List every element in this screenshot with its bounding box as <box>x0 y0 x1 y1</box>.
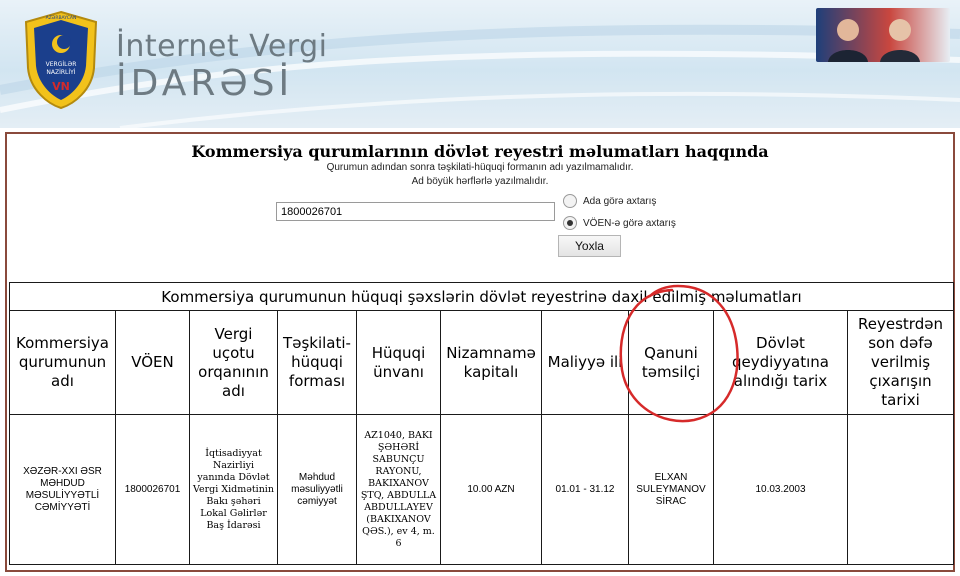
svg-text:VN: VN <box>52 80 70 93</box>
instruction-note-1: Qurumun adından sonra təşkilati-hüquqi formanın adı yazılmamalıdır. <box>326 162 634 173</box>
search-by-voen-option[interactable] <box>563 216 676 230</box>
svg-text:VERGİLƏR: VERGİLƏR <box>45 61 77 68</box>
company-name-cell: XƏZƏR-XXI ƏSR MƏHDUD MƏSULİYYƏTLİ CƏMİYYƏTİ <box>10 415 116 565</box>
capital-cell: 10.00 AZN <box>441 415 542 565</box>
column-header: Qanuni təmsilçi <box>629 311 714 415</box>
search-form <box>7 134 953 282</box>
results-caption: Kommersiya qurumunun hüquqi şəxslərin dövlət reyestrinə daxil edilmiş məlumatları <box>10 283 954 311</box>
search-by-name-option[interactable] <box>563 194 656 208</box>
last-extract-date-cell <box>848 415 954 565</box>
instruction-note-2: Ad böyük hərflərlə yazılmalıdır. <box>411 176 549 187</box>
search-by-voen-label: VÖEN-ə görə axtarış <box>583 217 676 229</box>
column-header: Nizamnamə kapitalı <box>441 311 542 415</box>
representative-cell: ELXAN SULEYMANOV SİRAC <box>629 415 714 565</box>
search-by-voen-radio[interactable] <box>563 216 577 230</box>
voen-cell: 1800026701 <box>116 415 190 565</box>
column-header: Maliyyə ili <box>542 311 629 415</box>
header-portrait-image <box>816 8 950 62</box>
column-header: Təşkilati-hüquqi forması <box>278 311 357 415</box>
search-by-name-radio[interactable] <box>563 194 577 208</box>
brand-line-1: İnternet Vergi <box>116 29 328 64</box>
svg-text:AZƏRBAYCAN: AZƏRBAYCAN <box>45 16 77 21</box>
search-by-name-label: Ada görə axtarış <box>583 195 657 207</box>
tax-office-cell: İqtisadiyyat Nazirliyi yanında Dövlət Vergi Xidmətinin Bakı şəhəri Lokal Gəlirlər Baş İdarəsi <box>190 415 278 565</box>
check-button[interactable]: Yoxla <box>558 235 621 257</box>
ministry-logo[interactable] <box>22 10 100 110</box>
legal-address-cell: AZ1040, BAKI ŞƏHƏRİ SABUNÇU RAYONU, BAKIXANOV ŞTQ, ABDULLA ABDULLAYEV (BAKIXANOV QƏS.), ev 4, m. 6 <box>357 415 441 565</box>
site-header <box>0 0 960 128</box>
registry-panel <box>5 132 955 572</box>
results-table-container <box>9 282 953 568</box>
fiscal-year-cell: 01.01 - 31.12 <box>542 415 629 565</box>
registration-date-cell: 10.03.2003 <box>714 415 848 565</box>
voen-search-input[interactable] <box>276 202 555 221</box>
column-header: Kommersiya qurumunun adı <box>10 311 116 415</box>
page-title: Kommersiya qurumlarının dövlət reyestri məlumatları haqqında <box>191 142 769 161</box>
column-header: Vergi uçotu orqanının adı <box>190 311 278 415</box>
svg-text:NAZİRLİYİ: NAZİRLİYİ <box>46 69 76 76</box>
column-header: Dövlət qeydiyyatına alındığı tarix <box>714 311 848 415</box>
column-header: Reyestrdən son dəfə verilmiş çıxarışın tarixi <box>848 311 954 415</box>
table-header-row <box>10 311 954 415</box>
column-header: VÖEN <box>116 311 190 415</box>
column-header: Hüquqi ünvanı <box>357 311 441 415</box>
shield-emblem-icon <box>22 10 100 110</box>
results-table <box>9 282 954 565</box>
legal-form-cell: Məhdud məsuliyyətli cəmiyyət <box>278 415 357 565</box>
site-brand <box>116 30 328 104</box>
brand-line-2: İDARƏSİ <box>116 63 294 104</box>
table-row <box>10 415 954 565</box>
